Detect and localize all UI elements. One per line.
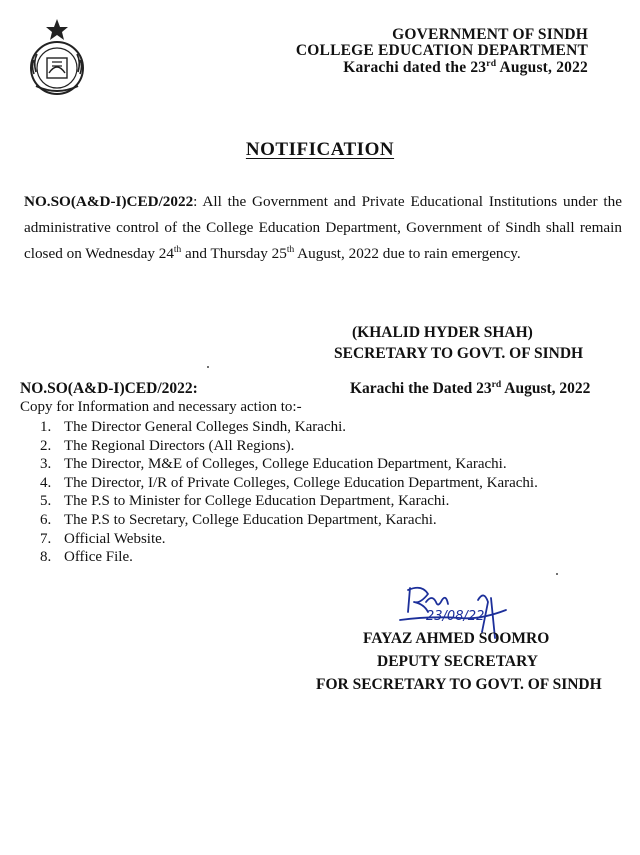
government-seal-icon <box>22 18 92 96</box>
page-title: NOTIFICATION <box>245 139 395 160</box>
officer-for: FOR SECRETARY TO GOVT. OF SINDH <box>316 676 602 693</box>
speck <box>207 366 209 368</box>
officer-name: FAYAZ AHMED SOOMRO <box>363 630 550 647</box>
officer-title: DEPUTY SECRETARY <box>377 653 538 670</box>
notification-ref: NO.SO(A&D-I)CED/2022 <box>24 193 194 210</box>
distribution-list <box>40 418 538 567</box>
list-item: 3. The Director, M&E of Colleges, College Education Department, Karachi. <box>40 456 507 473</box>
svg-text:23/08/22: 23/08/22 <box>426 609 485 624</box>
speck <box>556 573 558 575</box>
copy-date: Karachi the Dated 23rd August, 2022 <box>350 378 591 397</box>
list-item: 8. Office File. <box>40 549 133 566</box>
signatory-name: (KHALID HYDER SHAH) <box>352 324 533 341</box>
header-government: GOVERNMENT OF SINDH <box>392 26 588 43</box>
list-item: 5. The P.S to Minister for College Education Department, Karachi. <box>40 493 450 510</box>
list-item: 1. The Director General Colleges Sindh, Karachi. <box>40 419 346 435</box>
list-item: 2. The Regional Directors (All Regions). <box>40 437 295 454</box>
copy-intro: Copy for Information and necessary action to:- <box>20 399 302 415</box>
header-date: Karachi dated the 23rd August, 2022 <box>343 57 588 76</box>
copy-ref: NO.SO(A&D-I)CED/2022: <box>20 380 198 397</box>
list-item: 6. The P.S to Secretary, College Education Department, Karachi. <box>40 511 437 528</box>
list-item: 4. The Director, I/R of Private Colleges, College Education Department, Karachi. <box>40 474 538 491</box>
notification-body: NO.SO(A&D-I)CED/2022: All the Government and Private Educational Institutions under the administrative control of the College Education Department, Government of Sindh shall remain closed on Wednesday 24th and Thursday 25th August, 2022 due to rain emergency. <box>24 193 622 262</box>
header-department: COLLEGE EDUCATION DEPARTMENT <box>295 42 588 59</box>
list-item: 7. Official Website. <box>40 530 166 547</box>
signatory-designation: SECRETARY TO GOVT. OF SINDH <box>334 345 584 362</box>
